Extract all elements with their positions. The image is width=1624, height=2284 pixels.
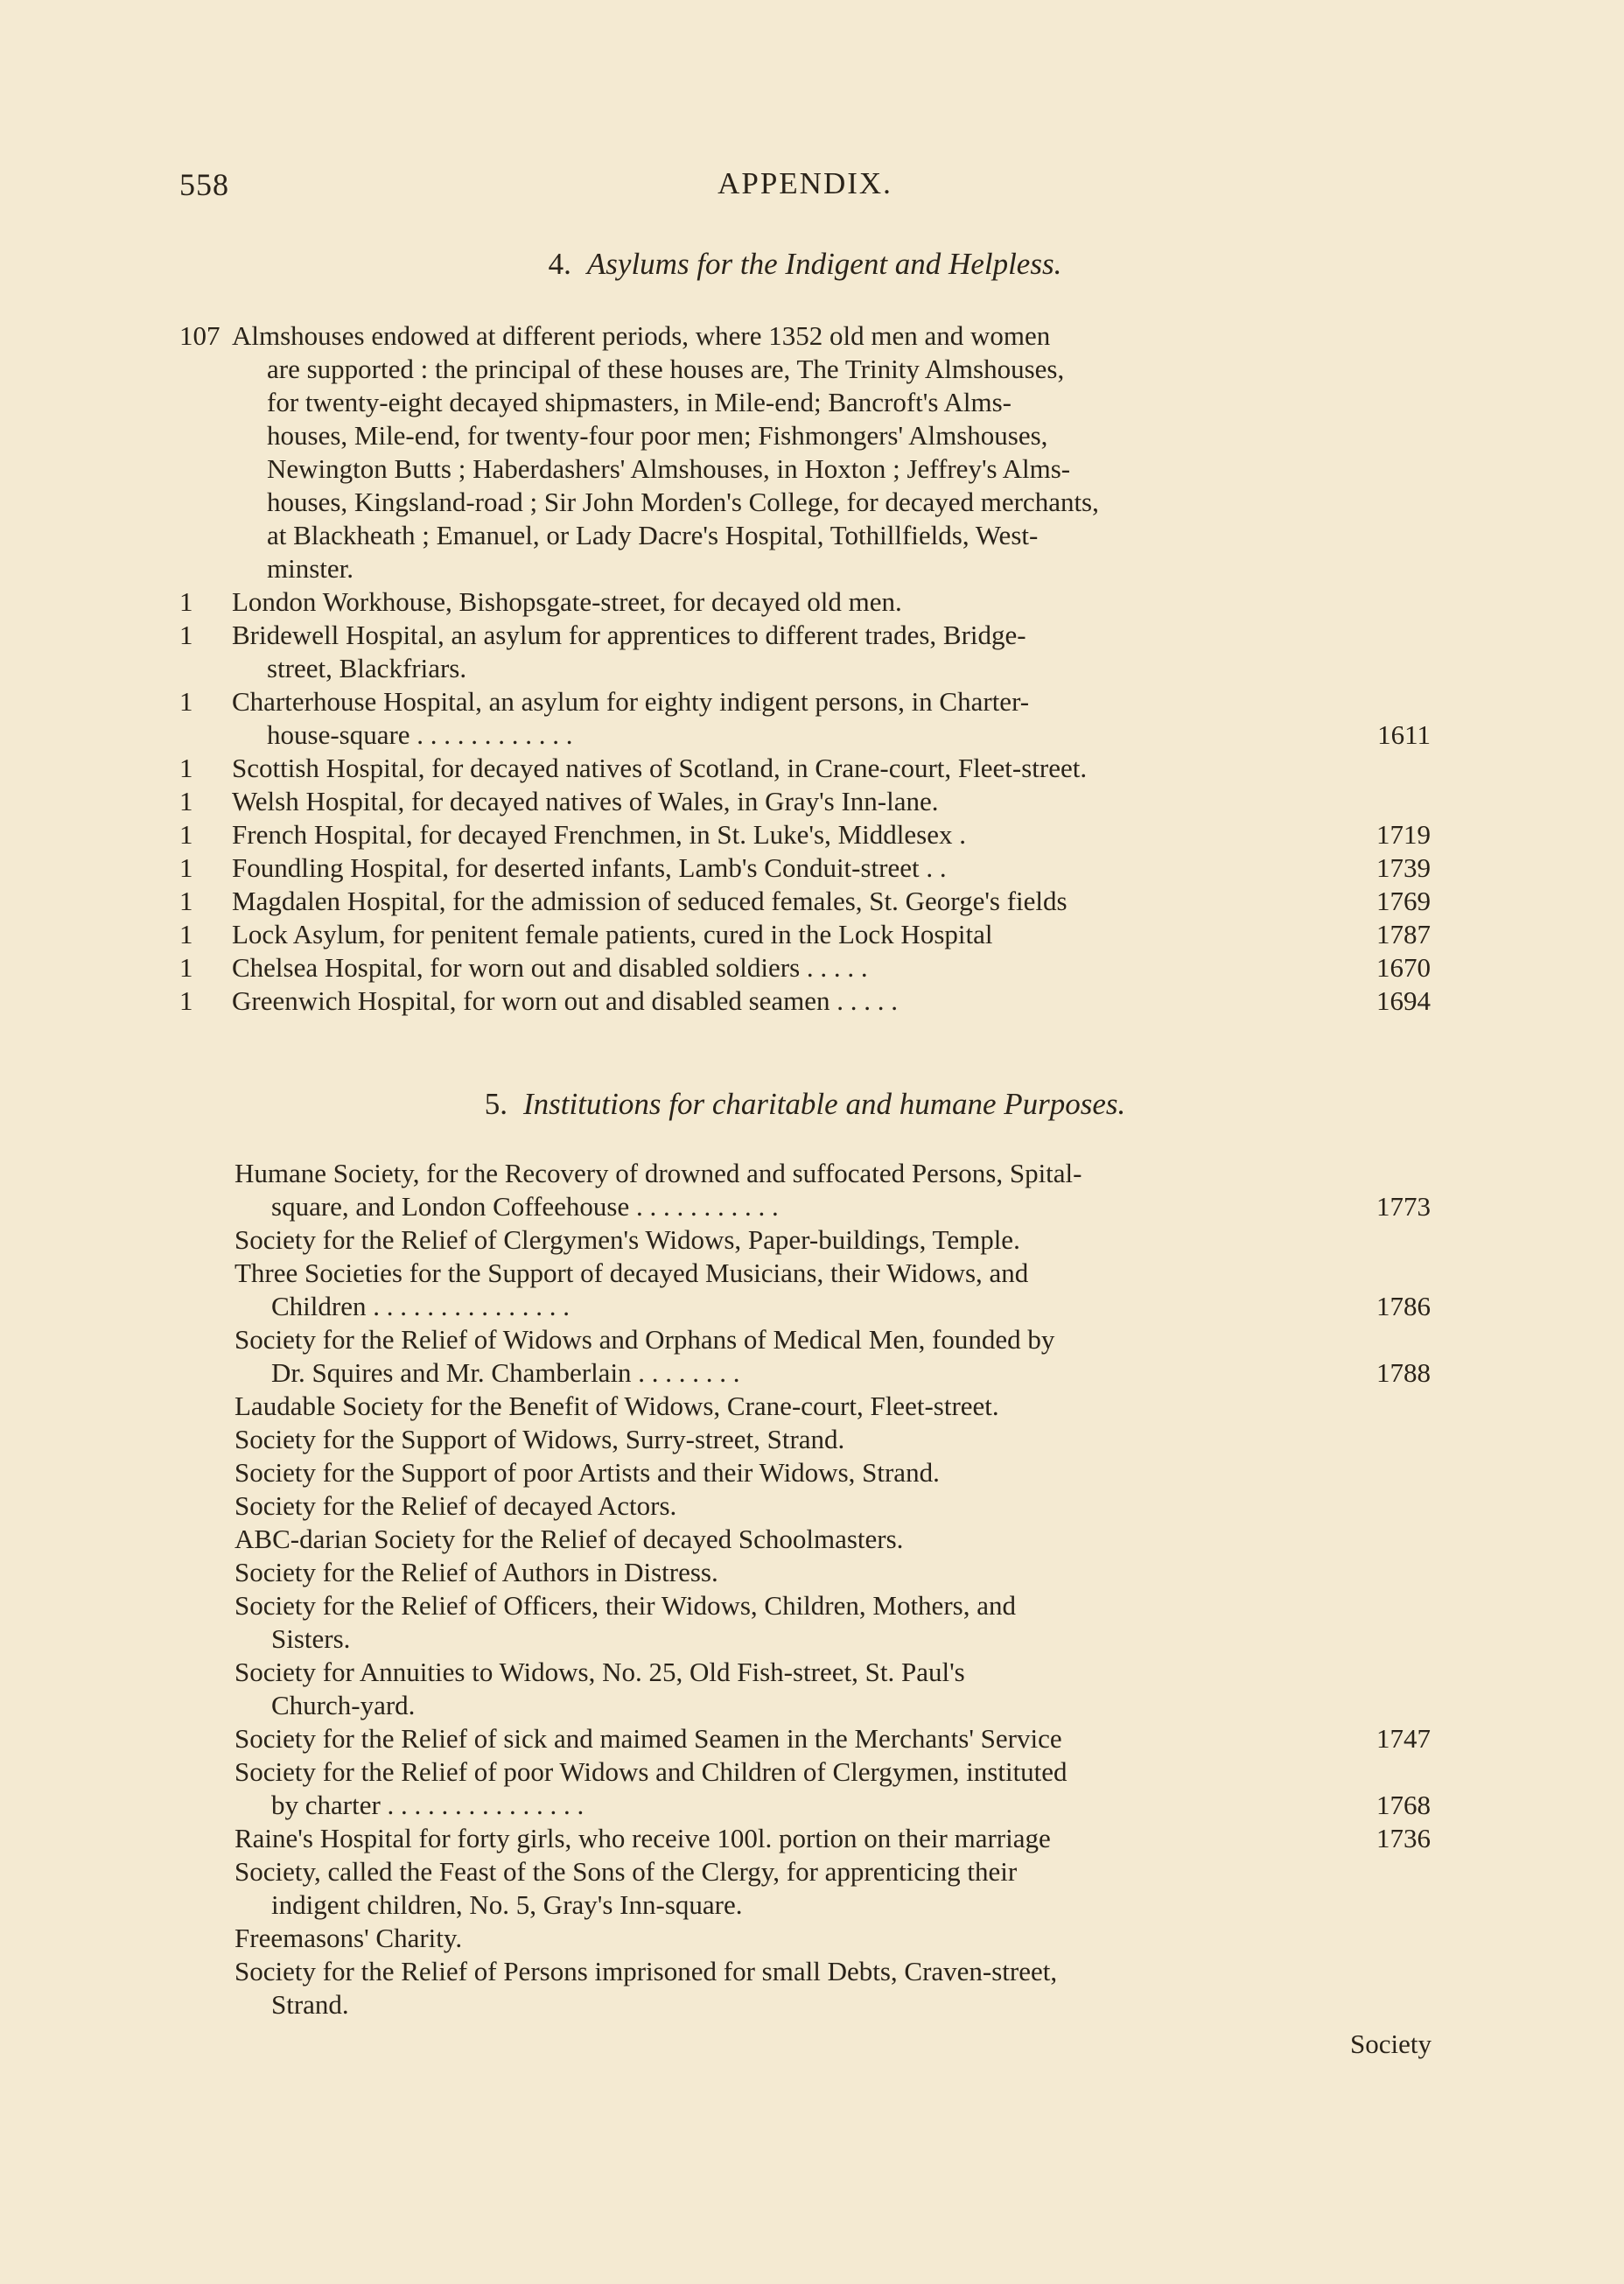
entry-year: 1769 xyxy=(1376,886,1431,916)
entry-line: London Workhouse, Bishopsgate-street, for decayed old men. xyxy=(232,586,902,617)
entry-count: 107 xyxy=(179,320,220,351)
section-5-list xyxy=(234,1157,1431,2021)
asylum-entry xyxy=(179,319,1431,585)
institution-entry xyxy=(234,1556,1431,1589)
entry-year: 1788 xyxy=(1376,1357,1431,1388)
institution-entry xyxy=(234,1922,1431,1955)
institution-entry xyxy=(234,1423,1431,1456)
entry-line: Society for the Support of Widows, Surry-street, Strand. xyxy=(234,1424,845,1454)
entry-year: 1739 xyxy=(1376,852,1431,883)
entry-line: Foundling Hospital, for deserted infants, Lamb's Conduit-street . . xyxy=(232,852,947,883)
institution-entry xyxy=(234,1323,1431,1390)
entry-year: 1773 xyxy=(1376,1191,1431,1222)
institution-entry xyxy=(234,1390,1431,1423)
entry-count: 1 xyxy=(179,985,193,1016)
asylum-entry xyxy=(179,885,1431,918)
entry-line: square, and London Coffeehouse . . . . . . . . . . . xyxy=(271,1191,779,1222)
page-number: 558 xyxy=(179,167,229,202)
entry-line: Children . . . . . . . . . . . . . . . xyxy=(271,1291,570,1321)
entry-line: Almshouses endowed at different periods, where 1352 old men and women xyxy=(232,320,1051,351)
institution-entry xyxy=(234,1589,1431,1656)
entry-line: Welsh Hospital, for decayed natives of Wales, in Gray's Inn-lane. xyxy=(232,786,939,816)
entry-line: Society for the Relief of sick and maimed Seamen in the Merchants' Service xyxy=(234,1723,1062,1754)
entry-count: 1 xyxy=(179,952,193,983)
entry-year: 1786 xyxy=(1376,1291,1431,1321)
asylum-entry xyxy=(179,984,1431,1018)
asylum-entry xyxy=(179,585,1431,619)
entry-line: by charter . . . . . . . . . . . . . . . xyxy=(271,1790,584,1820)
entry-line: indigent children, No. 5, Gray's Inn-square. xyxy=(271,1889,743,1920)
entry-year: 1694 xyxy=(1376,985,1431,1016)
entry-line: are supported : the principal of these houses are, The Trinity Almshouses, xyxy=(267,354,1065,384)
entry-line: houses, Kingsland-road ; Sir John Morden's College, for decayed merchants, xyxy=(267,487,1099,517)
entry-line: Freemasons' Charity. xyxy=(234,1923,463,1953)
institution-entry xyxy=(234,1755,1431,1822)
asylum-entry xyxy=(179,752,1431,785)
entry-count: 1 xyxy=(179,786,193,816)
entry-line: Dr. Squires and Mr. Chamberlain . . . . . . . . xyxy=(271,1357,740,1388)
entry-line: Society for the Relief of Persons imprisoned for small Debts, Craven-street, xyxy=(234,1956,1058,1986)
entry-line: Society for the Relief of Authors in Distress. xyxy=(234,1557,718,1587)
institution-entry xyxy=(234,1722,1431,1755)
institution-entry xyxy=(234,1456,1431,1489)
entry-line: Society, called the Feast of the Sons of the Clergy, for apprenticing their xyxy=(234,1856,1018,1887)
entry-line: Three Societies for the Support of decayed Musicians, their Widows, and xyxy=(234,1258,1029,1288)
entry-year: 1768 xyxy=(1376,1790,1431,1820)
entry-line: Church-yard. xyxy=(271,1690,416,1720)
section-4-number: 4. xyxy=(548,247,571,281)
entry-line: Strand. xyxy=(271,1989,349,2020)
asylum-entry xyxy=(179,951,1431,984)
running-head: APPENDIX. xyxy=(718,166,892,200)
entry-count: 1 xyxy=(179,586,193,617)
entry-year: 1670 xyxy=(1376,952,1431,983)
entry-line: Sisters. xyxy=(271,1623,351,1654)
asylum-entry xyxy=(179,851,1431,885)
entry-year: 1736 xyxy=(1376,1823,1431,1853)
entry-count: 1 xyxy=(179,852,193,883)
page-header xyxy=(179,166,1431,210)
entry-count: 1 xyxy=(179,753,193,783)
entry-line: Magdalen Hospital, for the admission of seduced females, St. George's fields xyxy=(232,886,1068,916)
catchword: Society xyxy=(1350,2028,1432,2059)
institution-entry xyxy=(234,1523,1431,1556)
entry-line: Charterhouse Hospital, an asylum for eighty indigent persons, in Charter- xyxy=(232,686,1030,717)
entry-line: street, Blackfriars. xyxy=(267,653,467,683)
entry-line: Raine's Hospital for forty girls, who receive 100l. portion on their marriage xyxy=(234,1823,1051,1853)
entry-count: 1 xyxy=(179,819,193,850)
entry-line: ABC-darian Society for the Relief of decayed Schoolmasters. xyxy=(234,1524,904,1554)
section-4-title: Asylums for the Indigent and Helpless. xyxy=(586,247,1062,281)
institution-entry xyxy=(234,1223,1431,1257)
entry-line: Society for the Relief of poor Widows and Children of Clergymen, instituted xyxy=(234,1756,1068,1787)
entry-line: Society for the Relief of Widows and Orphans of Medical Men, founded by xyxy=(234,1324,1055,1355)
asylum-entry xyxy=(179,785,1431,818)
entry-line: Society for Annuities to Widows, No. 25, Old Fish-street, St. Paul's xyxy=(234,1657,965,1687)
asylum-entry xyxy=(179,685,1431,752)
institution-entry xyxy=(234,1489,1431,1523)
entry-count: 1 xyxy=(179,686,193,717)
section-5-heading xyxy=(179,1087,1431,1122)
entry-year: 1747 xyxy=(1376,1723,1431,1754)
entry-line: minster. xyxy=(267,553,354,584)
institution-entry xyxy=(234,1855,1431,1922)
entry-line: Society for the Relief of Clergymen's Widows, Paper-buildings, Temple. xyxy=(234,1224,1020,1255)
asylum-entry xyxy=(179,619,1431,685)
entry-year: 1719 xyxy=(1376,819,1431,850)
entry-count: 1 xyxy=(179,886,193,916)
institution-entry xyxy=(234,1257,1431,1323)
entry-count: 1 xyxy=(179,620,193,650)
entry-line: houses, Mile-end, for twenty-four poor men; Fishmongers' Almshouses, xyxy=(267,420,1048,451)
entry-line: Scottish Hospital, for decayed natives of Scotland, in Crane-court, Fleet-street. xyxy=(232,753,1088,783)
entry-line: French Hospital, for decayed Frenchmen, in St. Luke's, Middlesex . xyxy=(232,819,966,850)
section-5-title: Institutions for charitable and humane Purposes. xyxy=(522,1087,1126,1121)
entry-year: 1611 xyxy=(1377,719,1431,750)
entry-line: Bridewell Hospital, an asylum for apprentices to different trades, Bridge- xyxy=(232,620,1026,650)
section-5-number: 5. xyxy=(484,1087,508,1121)
entry-line: Lock Asylum, for penitent female patients, cured in the Lock Hospital xyxy=(232,919,993,949)
entry-line: Chelsea Hospital, for worn out and disabled soldiers . . . . . xyxy=(232,952,868,983)
institution-entry xyxy=(234,1656,1431,1722)
section-4-heading xyxy=(179,247,1431,282)
entry-line: Society for the Relief of decayed Actors. xyxy=(234,1490,677,1521)
section-4-list xyxy=(179,319,1431,1018)
entry-line: for twenty-eight decayed shipmasters, in Mile-end; Bancroft's Alms- xyxy=(267,387,1012,417)
entry-line: Laudable Society for the Benefit of Widows, Crane-court, Fleet-street. xyxy=(234,1391,999,1421)
institution-entry xyxy=(234,1955,1431,2021)
entry-line: house-square . . . . . . . . . . . . xyxy=(267,719,573,750)
entry-year: 1787 xyxy=(1376,919,1431,949)
entry-line: at Blackheath ; Emanuel, or Lady Dacre's Hospital, Tothillfields, West- xyxy=(267,520,1039,550)
entry-line: Newington Butts ; Haberdashers' Almshouses, in Hoxton ; Jeffrey's Alms- xyxy=(267,453,1071,484)
institution-entry xyxy=(234,1157,1431,1223)
entry-line: Society for the Support of poor Artists and their Widows, Strand. xyxy=(234,1457,940,1488)
entry-line: Humane Society, for the Recovery of drowned and suffocated Persons, Spital- xyxy=(234,1158,1082,1188)
institution-entry xyxy=(234,1822,1431,1855)
entry-count: 1 xyxy=(179,919,193,949)
entry-line: Society for the Relief of Officers, their Widows, Children, Mothers, and xyxy=(234,1590,1016,1621)
asylum-entry xyxy=(179,818,1431,851)
asylum-entry xyxy=(179,918,1431,951)
entry-line: Greenwich Hospital, for worn out and disabled seamen . . . . . xyxy=(232,985,899,1016)
